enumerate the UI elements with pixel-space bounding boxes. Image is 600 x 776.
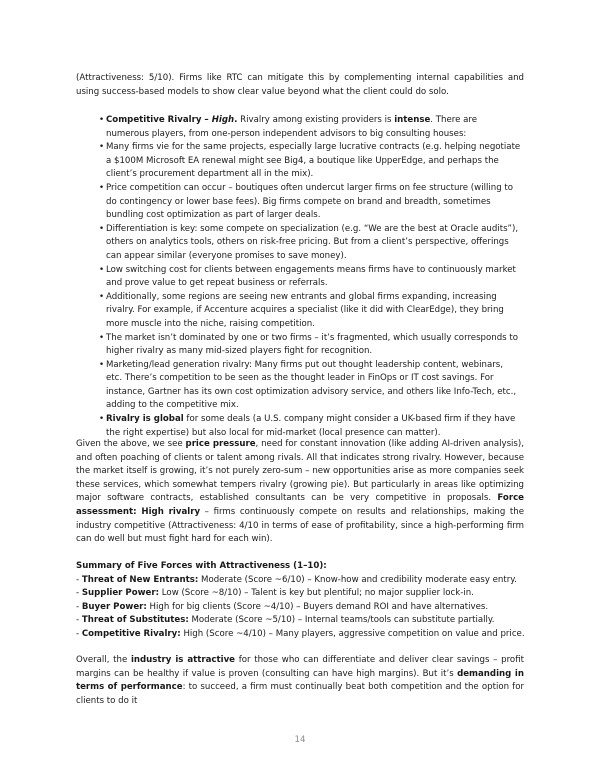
page-number: 14 xyxy=(294,735,306,745)
bullet-many-firms: • Many firms vie for the same projects, especially large lucrative contracts (e.g. helping negotiate a $100M Microsoft EA renewal might see Big4, a boutique like UpperEdge, and perhaps the client’s procurement department all in the mix). xyxy=(99,141,521,182)
rivalry-level: High xyxy=(211,115,235,125)
five-forces-summary xyxy=(76,560,524,642)
bullet-differentiation: • Differentiation is key: some compete on specialization (e.g. “We are the best at Oracle audits”), others on analytics tools, others on risk-free pricing. But from a client’s perspective, offerings can appear similar (everyone promises to save money). xyxy=(99,223,521,264)
industry-attractive-emphasis: industry is attractive xyxy=(130,655,235,665)
closing-paragraph: Overall, the industry is attractive for those who can differentiate and deliver clear savings – profit margins can be healthy if value is proven (consulting can have high margins). But it’s demanding in terms of performance: to succeed, a firm must continually beat both competition and the option for clients to do it xyxy=(76,655,524,706)
summary-row-new-entrants: - Threat of New Entrants: Moderate (Score ~6/10) – Know-how and credibility moderate easy entry. xyxy=(76,574,517,585)
bullet-new-entrants: • Additionally, some regions are seeing new entrants and global firms expanding, increasing rivalry. For example, if Accenture acquires a specialist (like it did with ClearEdge), they bring more muscle into the niche, raising competition. xyxy=(99,291,521,332)
bullet-marketing-rivalry: • Marketing/lead generation rivalry: Many firms put out thought leadership content, webinars, etc. There’s competition to be seen as the thought leader in FinOps or IT cost savings. For instance, Gartner has its own cost optimization advisory service, and others like Info-Tech, etc., adding to the competitive mix. xyxy=(99,359,521,413)
demanding-performance-emphasis: demanding in terms of performance xyxy=(76,668,524,693)
summary-row-rivalry: - Competitive Rivalry: High (Score ~4/10) – Many players, aggressive competition on value and price. xyxy=(76,628,525,639)
summary-row-supplier-power: - Supplier Power: Low (Score ~8/10) – Talent is key but plentiful; no major supplier lock-in. xyxy=(76,588,474,599)
intense-emphasis: intense xyxy=(394,115,431,125)
summary-row-substitutes: - Threat of Substitutes: Moderate (Score ~5/10) – Internal teams/tools can substitute partially. xyxy=(76,615,495,626)
bullet-switching-cost: • Low switching cost for clients between engagements means firms have to continuously market and prove value to get repeat business or referrals. xyxy=(99,264,521,291)
summary-title: Summary of Five Forces with Attractiveness (1–10): xyxy=(76,561,327,571)
bullet-fragmented-market: • The market isn’t dominated by one or two firms – it’s fragmented, which usually corresponds to higher rivalry as many mid-sized players fight for recognition. xyxy=(99,332,521,359)
pressure-paragraph: Given the above, we see price pressure, need for constant innovation (like adding AI-driven analysis), and often poaching of clients or talent among rivals. All that indicates strong rivalry. However, because the market itself is growing, it’s not purely zero-sum – new opportunities arise as more companies seek these services, which somewhat tempers rivalry (growing pie). But particularly in areas like optimizing major software contracts, established consultants can be very competitive in proposals. Force assessment: High rivalry – firms continuously compete on results and relationships, making the industry competitive (Attractiveness: 4/10 in terms of ease of profitability, since a high-performing firm can do well but must fight hard for each win). xyxy=(76,439,525,545)
global-emphasis: Rivalry is global xyxy=(106,414,184,425)
intro-paragraph: (Attractiveness: 5/10). Firms like RTC can mitigate this by complementing internal capabilities and using success-based models to show clear value beyond what the client could do solo. xyxy=(76,73,524,97)
bullet-global-rivalry: • Rivalry is global for some deals (a U.S. company might consider a UK-based firm if they have the right expertise) but also local for mid-market (local presence can matter). xyxy=(99,413,521,440)
bullet-competitive-rivalry: • Competitive Rivalry – High. Rivalry among existing providers is intense. There are numerous players, from one-person independent advisors to big consulting houses: xyxy=(99,114,521,141)
rivalry-heading: Competitive Rivalry – High. xyxy=(106,115,238,125)
rivalry-bullet-list xyxy=(99,114,521,440)
summary-row-buyer-power: - Buyer Power: High for big clients (Score ~4/10) – Buyers demand ROI and have alternatives. xyxy=(76,601,489,612)
force-assessment-emphasis: Force assessment: High rivalry xyxy=(76,493,524,517)
bullet-price-competition: • Price competition can occur – boutiques often undercut larger firms on fee structure (willing to do contingency or lower base fees). Big firms compete on brand and breadth, sometimes bundling cost optimization as part of larger deals. xyxy=(99,182,521,223)
price-pressure-emphasis: price pressure xyxy=(185,439,256,449)
